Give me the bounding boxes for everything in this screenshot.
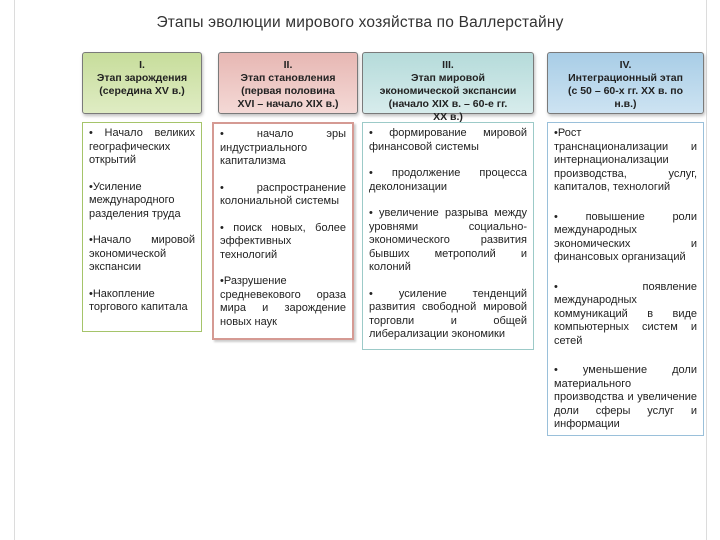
stage-3-feature: • формирование мировой финансовой системы <box>369 127 527 153</box>
stage-2-period-line1: (первая половина <box>241 85 335 97</box>
stage-1-header <box>82 52 202 114</box>
stage-3-feature: • усиление тенденций развития свободной мировой торговли и общей либерализации экономики <box>369 287 527 340</box>
stage-4-feature: • появление международных коммуникаций в виде компьютерных систем и сетей <box>554 280 697 347</box>
stage-3-name-line1: Этап мировой <box>411 72 485 84</box>
stage-4-number: IV. <box>619 59 632 71</box>
stage-2-header <box>218 52 358 114</box>
stage-4-header <box>547 52 704 114</box>
stage-3-name-line2: экономической экспансии <box>379 85 517 97</box>
stage-3-feature: • продолжение процесса деколонизации <box>369 167 527 193</box>
stage-4-feature: •Рост транснационализации и интернационализации производства, услуг, капиталов, технологий <box>554 127 697 193</box>
stage-3-feature: • увеличение разрыва между уровнями социально-экономического развития бывших метрополий и колоний <box>369 207 527 273</box>
stage-4-features <box>547 122 704 436</box>
stage-2-feature: •Разрушение средневекового оразa мира и зарождение новых наук <box>220 275 346 328</box>
stage-3-features <box>362 122 534 350</box>
stage-4-name: Интеграционный этап <box>568 72 683 84</box>
stage-2-features <box>212 122 354 340</box>
stage-1-feature: • Начало великих географических открытий <box>89 127 195 166</box>
stage-2-period-line2: XVI – начало XIX в.) <box>237 98 339 110</box>
stage-4-feature: • повышение роли международных экономических и финансовых организаций <box>554 210 697 263</box>
stage-3-number: III. <box>442 59 454 71</box>
stage-1-feature: •Начало мировой экономической экспансии <box>89 234 195 273</box>
stage-4-period-line2: н.в.) <box>614 98 637 110</box>
stage-4-feature: • уменьшение доли материального производства и увеличение доли сферы услуг и информации <box>554 364 697 430</box>
stage-2-number: II. <box>283 59 293 71</box>
stage-3-header <box>362 52 534 123</box>
stage-3-period-line1: (начало XIX в. – 60-е гг. <box>388 98 508 110</box>
stage-2-feature: • распространение колониальной системы <box>220 181 346 207</box>
frame-line-left <box>14 0 15 540</box>
stage-2-feature: • начало эры индустриального капитализма <box>220 128 346 167</box>
stage-1-feature: •Накопление торгового капитала <box>89 287 188 313</box>
stage-1-period: (середина XV в.) <box>99 85 185 97</box>
slide-title: Этапы эволюции мирового хозяйства по Валлерстайну <box>156 14 564 31</box>
stage-1-features <box>82 122 202 332</box>
stage-2-feature: • поиск новых, более эффективных технологий <box>220 221 346 261</box>
frame-line-right <box>706 0 707 540</box>
stage-4-period-line1: (с 50 – 60-х гг. XX в. по <box>567 85 684 97</box>
stage-1-name: Этап зарождения <box>96 72 188 84</box>
stage-3-period-line2: XX в.) <box>433 111 463 123</box>
stage-2-name: Этап становления <box>240 72 336 84</box>
stage-1-feature: •Усиление международного разделения труда <box>89 180 181 220</box>
stage-1-number: I. <box>139 59 145 71</box>
